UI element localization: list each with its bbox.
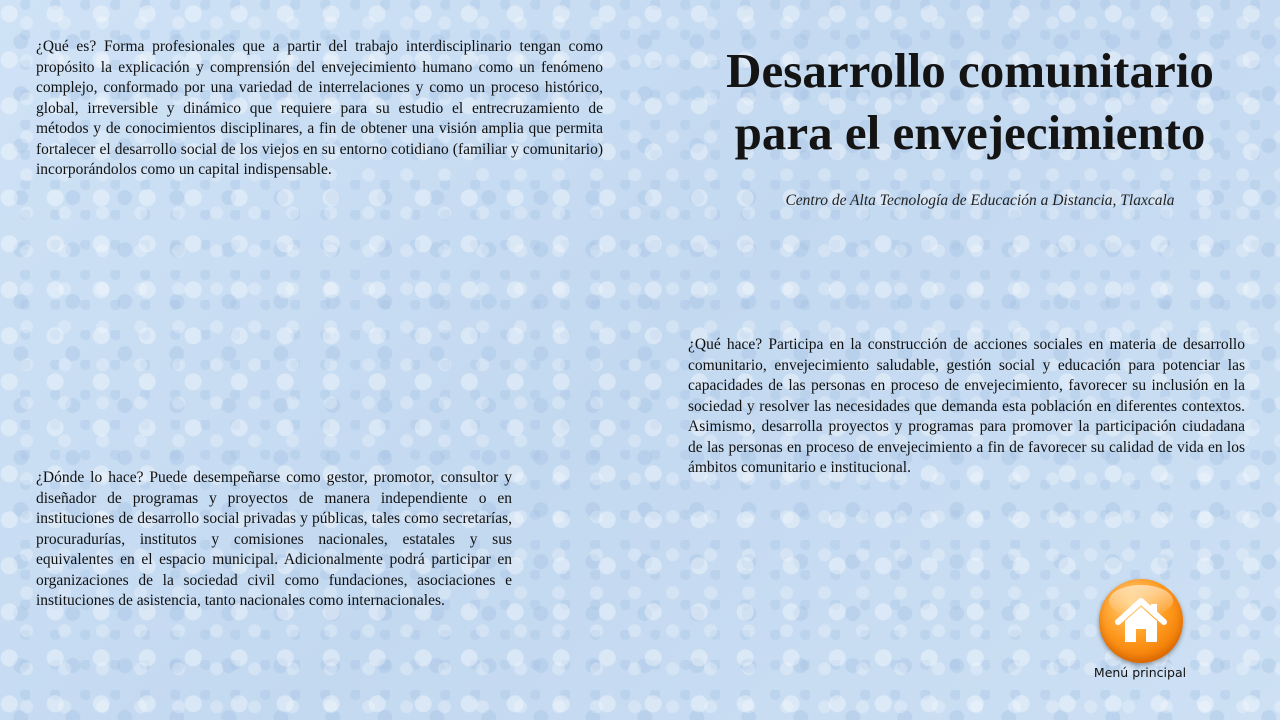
institution-subtitle: Centro de Alta Tecnología de Educación a Distancia, Tlaxcala: [785, 192, 1175, 209]
que-hace-paragraph: ¿Qué hace? Participa en la construcción de acciones sociales en materia de desarrollo comunitario, envejecimiento saludable, gestión social y educación para potenciar las capacidades de las personas en proceso de envejecimiento, favorecer su inclusión en la sociedad y resolver las necesidades que demanda esta población en diferentes contextos. Asimismo, desarrolla proyectos y programas para promover la participación ciudadana de las personas en proceso de envejecimiento a fin de favorecer su calidad de vida en los ámbitos comunitario e institucional.: [688, 336, 1245, 476]
page-title: [690, 40, 1250, 164]
title-line-2: para el envejecimiento: [734, 105, 1206, 160]
home-icon: [1114, 596, 1168, 646]
home-button[interactable]: [1099, 579, 1183, 663]
que-es-paragraph: ¿Qué es? Forma profesionales que a partir del trabajo interdisciplinario tengan como propósito la explicación y comprensión del envejecimiento humano como un fenómeno complejo, conformado por una variedad de interrelaciones y como un proceso histórico, global, irreversible y dinámico que requiere para su estudio el entrecruzamiento de métodos y de conocimientos disciplinares, a fin de obtener una visión amplia que permita fortalecer el desarrollo social de los viejos en su entorno cotidiano (familiar y comunitario) incorporándolos como un capital indispensable.: [36, 38, 603, 178]
donde-paragraph: ¿Dónde lo hace? Puede desempeñarse como gestor, promotor, consultor y diseñador de programas y proyectos de manera independiente o en instituciones de desarrollo social privadas y públicas, tales como secretarías, procuradurías, institutos y comisiones nacionales, estatales y sus equivalentes en el espacio municipal. Adicionalmente podrá participar en organizaciones de la sociedad civil como fundaciones, asociaciones e instituciones de asistencia, tanto nacionales como internacionales.: [36, 469, 512, 609]
menu-principal-label[interactable]: Menú principal: [1093, 665, 1187, 680]
title-line-1: Desarrollo comunitario: [726, 43, 1214, 98]
